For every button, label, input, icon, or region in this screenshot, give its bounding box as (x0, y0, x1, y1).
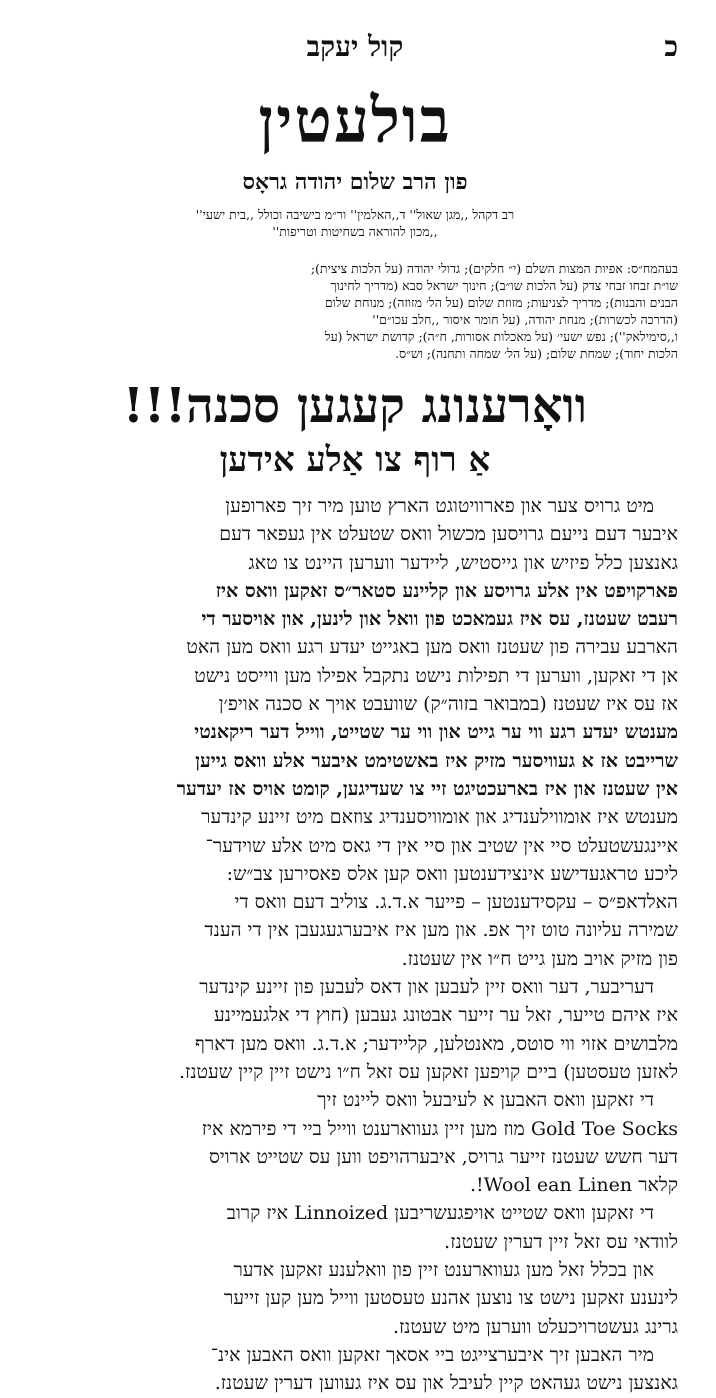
body-line: ליכע טראגעדישע אינצידענטען וואס קען אלס פאסירען צב״ש: (226, 862, 678, 885)
page-header (32, 30, 678, 70)
body-line: לאזען טעסטען) ביים קויפען זאקען עס זאל ח״ו נישט זיין קיין שעטנז. (179, 1060, 678, 1083)
body-paragraph (32, 1341, 678, 1398)
warning-headline: וואָרענונג קעגען סכנה!!! (122, 378, 588, 434)
author-credentials (32, 206, 678, 240)
body-line: גאנצען נישט געהאט קיין לעיבל און עס איז געווען דערין שעטנז. (214, 1372, 678, 1395)
books-line: בעהמח״ס: אפיות המצות השלם (י״ חלקים); גדולי יהודה (על הלכות ציצית); (310, 261, 678, 276)
body-line: אין שעטנז און איז בארעכטיגט זיי צו שעדיגען, קומט אויס אז יעדער (176, 777, 678, 800)
article-body (32, 492, 678, 1398)
body-line: אז עס איז שעטנז (במבואר בזוה״ק) שוועבט אויך א סכנה אויפ׳ן (218, 693, 678, 716)
body-paragraph (32, 973, 678, 1086)
body-line: הארבע עבירה פון שעטנז וואס מען באגייט יעדע רגע וואס מען האט (186, 636, 678, 659)
author-books-list (32, 260, 678, 362)
credential-line: ,,מכון להוראה בשחיטות וטריפות'' (272, 224, 438, 239)
body-line: אן די זאקען, ווערען די תפילות נישט נתקבל אפילו מען ווייסט נישט (194, 664, 678, 687)
body-line: איבער דעם נייעם גרויסען מכשול וואס שטעלט אין געפאר דעם (219, 523, 678, 546)
body-line: מענטש איז אומווילענדיג און אומוויסענדיג צוזאם מיט זיינע קינדער (201, 806, 678, 829)
books-line: ו,,סימילאק''); נפש ישעי׳ (על מאכלות אסורות, ח״ה); קדושת ישראל (על (324, 329, 678, 344)
page-number: כ (664, 30, 678, 63)
main-title: בולעטין (258, 84, 452, 157)
body-line: רעבט שעטנז, עס איז געמאכט פון וואל און לינען, און אויסער די (201, 608, 678, 631)
body-line: פון מזיק אויב מען גייט ח״ו אין שעטנז. (401, 947, 678, 970)
body-line: די זאקען וואס שטייט אויפגעשריבען Linnoized איז קרוב (226, 1202, 654, 1225)
body-line: דער חשש שעטנז זייער גרויס, איבערהויפט ווען עס שטייט ארויס (209, 1145, 678, 1168)
body-paragraph (32, 1199, 678, 1256)
books-line: (הדרכה לכשרות); מנחת יהודה, (על חומר איסור ,,חלב עכו״ם'' (372, 312, 678, 327)
body-line: גרינג געשטרויכעלט ווערען מיט שעטנז. (392, 1315, 678, 1338)
books-line: הבנים והבנות); מדריך לצניעות; מזוזת שלום (על הל׳ מזוזה); מנוחת שלום (324, 295, 678, 310)
body-line: שמירה עליונה טוט זיך אפ. און מען איז איבערגעגעבן אין די הענד (204, 919, 678, 942)
body-line: קלאר Wool ean Linen!. (469, 1174, 678, 1197)
body-line: לינענע זאקען נישט צו נוצען אהנע טעסטען ווייל מען קען זייער (224, 1287, 678, 1310)
body-line: די זאקען וואס האבען א לעיבעל וואס ליינט זיך (317, 1089, 654, 1112)
body-paragraph (32, 492, 678, 973)
body-line: מיט גרויס צער און פארוויטוגט הארץ טוען מיר זיך פארופען (225, 495, 654, 517)
body-line: Gold Toe Socks מוז מען זיין געווארענט ווייל ביי די פירמא איז (201, 1117, 678, 1140)
body-paragraph (32, 1256, 678, 1341)
body-line: האלדאפ״ס – עקסידענטען – פייער א.ד.ג. צוליב דעם וואס די (234, 891, 678, 914)
author-byline: פון הרב שלום יהודה גראָס (242, 169, 468, 195)
credential-line: רב דקהל ,,מגן שאול'' ד,,האלמין'' ור״מ בישיבה וכולל ,,בית ישעי'' (195, 207, 515, 222)
body-paragraph (32, 1086, 678, 1199)
running-head: קול יעקב (306, 30, 404, 63)
books-line: הלכות יחוד); שמחת שלום; (על הל׳ שמחה ותחנה); וש״ס. (395, 346, 678, 361)
books-line: שו״ת זבחו זבחי צדק (על הלכות שו״ב); חינוך ישראל סבא (מדריך לחינוך (330, 278, 678, 293)
body-line: איינגעשטעלט סיי אין שטיב און סיי אין די גאס מיט אלע שוידער־ (205, 834, 678, 857)
body-line: מענטש יעדע רגע ווי ער גייט און ווי ער שטייט, ווייל דער ריקאנטי (194, 721, 678, 744)
warning-subheadline: אַ רוף צו אַלע אידען (219, 440, 491, 480)
body-line: פארקויפט אין אלע גרויסע און קליינע סטאר״ס זאקען וואס איז (215, 579, 678, 602)
body-line: לוודאי עס זאל זיין דערין שעטנז. (444, 1230, 678, 1253)
body-line: איז איהם טייער, זאל ער זייער אבטונג געבען (חוץ די אלגעמיינע (214, 1004, 678, 1027)
body-line: מיר האבען זיך איבערצייגט ביי אסאך זאקען וואס האבען אינ־ (210, 1343, 654, 1366)
body-line: און בכלל זאל מען געווארענט זיין פון וואלענע זאקען אדער (233, 1259, 654, 1282)
body-line: מלבושים אזוי ווי סוטס, מאנטלען, קליידער; א.ד.ג. וואס מען דארף (195, 1032, 678, 1055)
body-line: שרייבט אז א געוויסער מזיק איז באשטימט איבער אלע וואס גייען (195, 749, 678, 772)
body-line: דעריבער, דער וואס זיין לעבען און דאס לעבען פון זיינע קינדער (199, 976, 654, 999)
body-line: גאנצען כלל פיזיש און גייסטיש, ליידער ווערען היינט צו טאג (248, 551, 678, 574)
